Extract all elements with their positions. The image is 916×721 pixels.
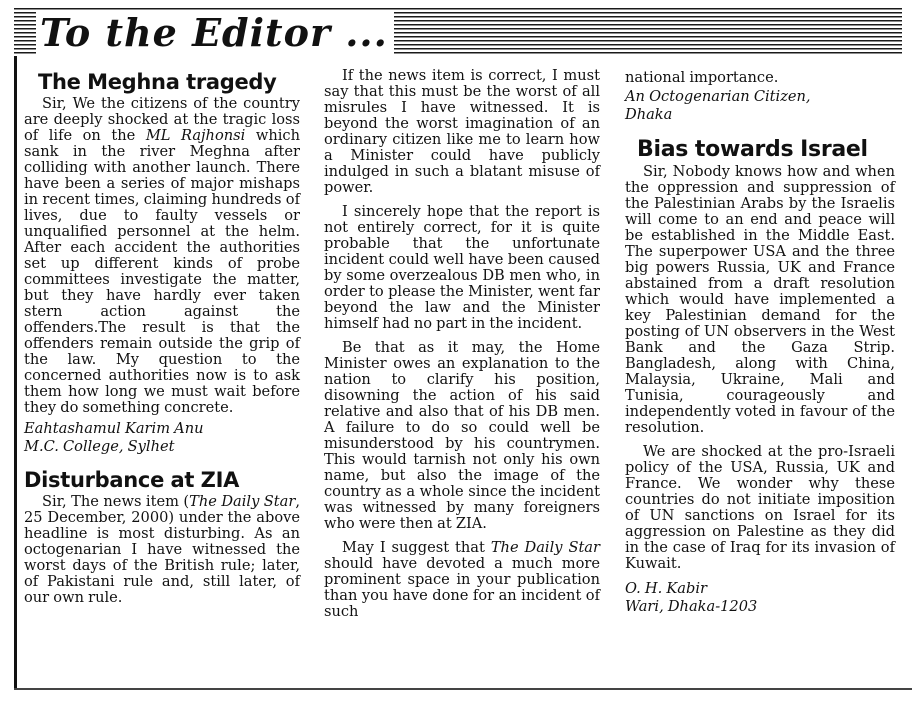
- headline-disturbance-at-zia: Disturbance at ZIA: [24, 468, 240, 492]
- section-title: To the Editor ...: [36, 11, 394, 55]
- column-2: [324, 68, 600, 620]
- letter-israel-paragraph-2: We are shocked at the pro-Israeli policy of the USA, Russia, UK and France. We wonder why these countries do not initiate imposition of UN sanctions on Israel for its aggression on Palestine as they did in the case of Iraq for its invasion of Kuwait.: [625, 443, 895, 572]
- signature-zia: [625, 88, 895, 124]
- bottom-border-rule: [14, 688, 912, 690]
- headline-bias-towards-israel: Bias towards Israel: [637, 137, 868, 162]
- column-3: [625, 70, 895, 628]
- letter-meghna-body: Sir, We the citizens of the country are deeply shocked at the tragic loss of life on the ML Rajhonsi which sank in the river Meghna after colliding with another launch. There have been a series of major mishaps in recent times, claiming hundreds of lives, due to faulty vessels or unqualified personnel at the helm. After each accident the authorities set up different kinds of probe committees investigate the matter, but they have hardly ever taken stern action against the offenders.The result is that the offenders remain outside the grip of the law. My question to the concerned authorities now is to ask them how long we must wait before they do something concrete.: [24, 95, 300, 416]
- masthead-banner: [14, 8, 902, 56]
- signature-name: Eahtashamul Karim Anu: [24, 420, 204, 437]
- letter-zia-paragraph-5: May I suggest that The Daily Star should have devoted a much more prominent space in your publication than you have done for an incident of such: [324, 539, 600, 620]
- letter-zia-paragraph-3: I sincerely hope that the report is not entirely correct, for it is quite probable that the unfortunate incident could well have been caused by some overzealous DB men who, in order to please the Minister, went far beyond the law and the Minister himself had no part in the incident.: [324, 203, 600, 332]
- headline-meghna-tragedy: The Meghna tragedy: [38, 70, 277, 94]
- letter-zia-paragraph-4: Be that as it may, the Home Minister owes an explanation to the nation to clarify his position, disowning the action of his said relative and also that of his DB men. A failure to do so could well be misunderstood by his countrymen. This would tarnish not only his own name, but also the image of the country as a whole since the incident was witnessed by many foreigners who were then at ZIA.: [324, 339, 600, 532]
- signature-meghna: [24, 420, 300, 456]
- left-border-rule: [14, 56, 17, 690]
- signature-name: An Octogenarian Citizen,: [625, 88, 811, 105]
- signature-place: Dhaka: [625, 106, 673, 123]
- letter-zia-paragraph-5-continued: national importance.: [625, 69, 779, 86]
- letter-zia-paragraph-2: If the news item is correct, I must say that this must be the worst of all misrules I have witnessed. It is beyond the worst imagination of an ordinary citizen like me to learn how a Minister could have publicly indulged in such a blatant misuse of power.: [324, 67, 600, 196]
- column-1: [24, 66, 300, 606]
- letter-zia-paragraph-1: Sir, The news item (The Daily Star, 25 December, 2000) under the above headline is most disturbing. As an octogenarian I have witnessed the worst days of the British rule; later, of Pakistani rule and, still later, of our own rule.: [24, 493, 300, 606]
- signature-place: Wari, Dhaka-1203: [625, 598, 758, 615]
- letter-israel-paragraph-1: Sir, Nobody knows how and when the oppression and suppression of the Palestinian Arabs by the Israelis will come to an end and peace will be established in the Middle East. The superpower USA and the three big powers Russia, UK and France abstained from a draft resolution which would have implemented a key Palestinian demand for the posting of UN observers in the West Bank and the Gaza Strip. Bangladesh, along with China, Malaysia, Ukraine, Mali and Tunisia, courageously and independently voted in favour of the resolution.: [625, 163, 895, 436]
- signature-israel: [625, 580, 895, 616]
- signature-place: M.C. College, Sylhet: [24, 438, 175, 455]
- signature-name: O. H. Kabir: [625, 580, 707, 597]
